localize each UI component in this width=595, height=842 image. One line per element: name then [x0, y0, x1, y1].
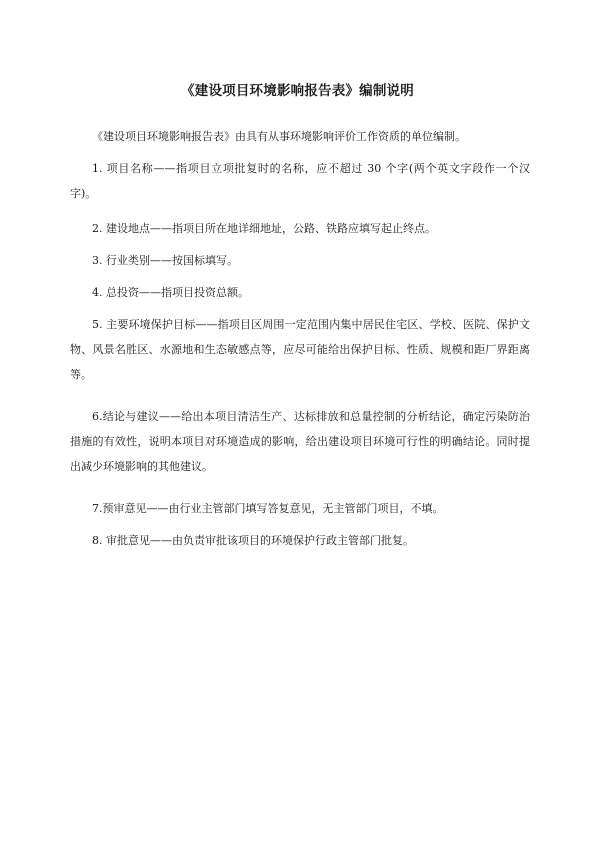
item-text: 4. 总投资——指项目投资总额。: [92, 286, 249, 299]
item-conclusions: [70, 404, 530, 479]
item-text: 7.预审意见——由行业主管部门填写答复意见，无主管部门项目，不填。: [92, 502, 444, 515]
item-protection-targets: [70, 312, 530, 387]
item-pre-review: [70, 496, 530, 521]
item-text: 3. 行业类别——按国标填写。: [92, 254, 238, 267]
item-industry-category: [70, 248, 530, 273]
document-title: 《建设项目环境影响报告表》编制说明: [181, 83, 414, 99]
item-text: 1. 项目名称——指项目立项批复时的名称，应不超过 30 个字(两个英文字段作一个汉字)。: [70, 162, 530, 200]
item-total-investment: [70, 280, 530, 305]
intro-paragraph: [70, 124, 530, 149]
item-text: 2. 建设地点——指项目所在地详细地址，公路、铁路应填写起止终点。: [92, 222, 436, 235]
item-approval: [70, 528, 530, 553]
item-text: 8. 审批意见——由负责审批该项目的环境保护行政主管部门批复。: [92, 534, 414, 547]
item-text: 6.结论与建议——给出本项目清洁生产、达标排放和总量控制的分析结论，确定污染防治措施的有效性，说明本项目对环境造成的影响，给出建设项目环境可行性的明确结论。同时提出减少环境影响的其他建议。: [70, 410, 530, 473]
intro-text: 《建设项目环境影响报告表》由具有从事环境影响评价工作资质的单位编制。: [92, 130, 466, 143]
item-project-name: [70, 156, 530, 206]
item-text: 5. 主要环境保护目标——指项目区周围一定范围内集中居民住宅区、学校、医院、保护文物、风景名胜区、水源地和生态敏感点等，应尽可能给出保护目标、性质、规模和距厂界距离等。: [70, 318, 530, 381]
item-construction-site: [70, 216, 530, 241]
